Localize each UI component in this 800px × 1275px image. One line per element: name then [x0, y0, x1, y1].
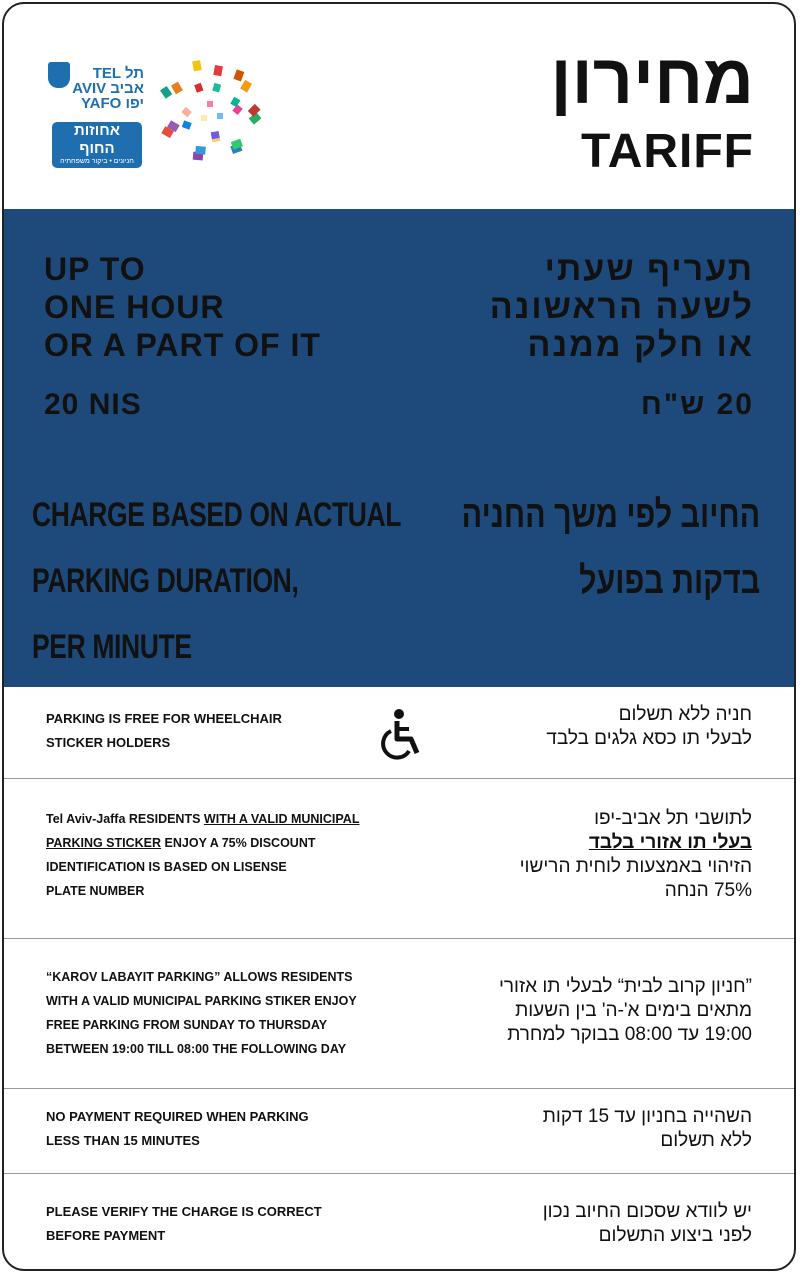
verify-hebrew: יש לוודא שסכום החיוב נכון לפני ביצוע התשלום: [542, 1201, 752, 1246]
verify-english: PLEASE VERIFY THE CHARGE IS CORRECT BEFORE PAYMENT: [46, 1204, 322, 1243]
residents-hebrew: לתושבי תל אביב-יפו בעלי תו אזורי בלבד הזיהוי באמצעות לוחית הרישוי 75% הנחה: [519, 808, 752, 901]
charge-note-hebrew: החיוב לפי משך החניה בדקות בפועל: [461, 494, 760, 602]
wheelchair-row: [4, 687, 794, 779]
wheelchair-hebrew: חניה ללא תשלום לבעלי תו כסא גלגים בלבד: [546, 704, 752, 749]
confetti-logo-icon: [146, 56, 276, 166]
tariff-sign: [2, 2, 796, 1271]
tel-aviv-logo: [44, 56, 284, 176]
charge-note-english: CHARGE BASED ON ACTUAL PARKING DURATION, PER MINUTE: [32, 496, 402, 666]
residents-english: Tel Aviv-Jaffa RESIDENTS WITH A VALID MUNICIPAL PARKING STICKER ENJOY A 75% DISCOUNT IDENTIFICATION IS BASED ON LISENSE PLATE NUMBER: [46, 812, 360, 898]
sign-header: [4, 4, 794, 209]
ahuzot-hahof-badge: אחוזות החוף חניונים • ביקור משפחתיה: [52, 122, 142, 168]
verify-row: [4, 1174, 794, 1271]
price-english: 20 NIS: [44, 388, 142, 421]
karov-english: “KAROV LABAYIT PARKING” ALLOWS RESIDENTS WITH A VALID MUNICIPAL PARKING STIKER ENJOY FREE PARKING FROM SUNDAY TO THURSDAY BETWEEN 19:00 TILL 08:00 THE FOLLOWING DAY: [46, 970, 357, 1056]
karov-hebrew: ”חניון קרוב לבית“ לבעלי תו אזורי מתאים בימים א'-ה' בין השעות 19:00 עד 08:00 בבוקר למחרת: [498, 976, 752, 1045]
title-hebrew: מחירון: [550, 40, 754, 118]
price-hebrew: 20 ש"ח: [640, 388, 754, 421]
short-stay-row: [4, 1089, 794, 1174]
wheelchair-icon: [371, 707, 427, 763]
city-name: TEL תל AVIV אביב YAFO יפו: [72, 65, 144, 112]
wheelchair-english: PARKING IS FREE FOR WHEELCHAIR STICKER HOLDERS: [46, 711, 282, 750]
hourly-rate-english: UP TO ONE HOUR OR A PART OF IT: [44, 251, 321, 363]
title-english: TARIFF: [580, 125, 754, 178]
short-stay-english: NO PAYMENT REQUIRED WHEN PARKING LESS THAN 15 MINUTES: [46, 1109, 309, 1148]
short-stay-hebrew: השהייה בחניון עד 15 דקות ללא תשלום: [542, 1106, 752, 1151]
residents-row: [4, 779, 794, 939]
karov-labayit-row: [4, 939, 794, 1089]
hourly-rate-hebrew: תעריף שעתי לשעה הראשונה או חלק ממנה: [489, 250, 754, 364]
